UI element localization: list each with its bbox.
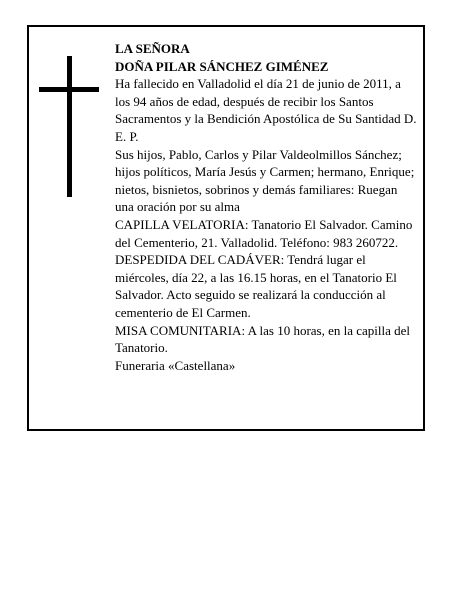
death-announcement: Ha fallecido en Valladolid el día 21 de junio de 2011, a los 94 años de edad, después de recibir los Santos Sacramentos y la Bendición Apostólica de Su Santidad D. E. P. [115,76,417,144]
obituary-notice [27,25,425,431]
cross-horizontal-bar [39,87,99,92]
cross-icon [39,56,99,197]
family-members: Sus hijos, Pablo, Carlos y Pilar Valdeolmillos Sánchez; hijos políticos, María Jesús y Carmen; hermano, Enrique; nietos, bisnietos, sobrinos y demás familiares: Ruegan una oración por su alma [115,146,415,215]
farewell-info: DESPEDIDA DEL CADÁVER: Tendrá lugar el miércoles, día 22, a las 16.15 horas, en el Tanatorio El Salvador. Acto seguido se realizará la conducción al cementerio de El Carmen. [115,252,397,320]
notice-title: LA SEÑORA [115,41,190,56]
funeral-home: Funeraria «Castellana» [115,357,236,373]
mass-info: MISA COMUNITARIA: A las 10 horas, en la capilla del Tanatorio. [115,322,411,356]
cross-vertical-bar [67,56,72,197]
notice-body [115,40,419,374]
chapel-info: CAPILLA VELATORIA: Tanatorio El Salvador. Camino del Cementerio, 21. Valladolid. Teléfono: 983 260722. [115,216,413,250]
deceased-name: DOÑA PILAR SÁNCHEZ GIMÉNEZ [115,58,329,74]
